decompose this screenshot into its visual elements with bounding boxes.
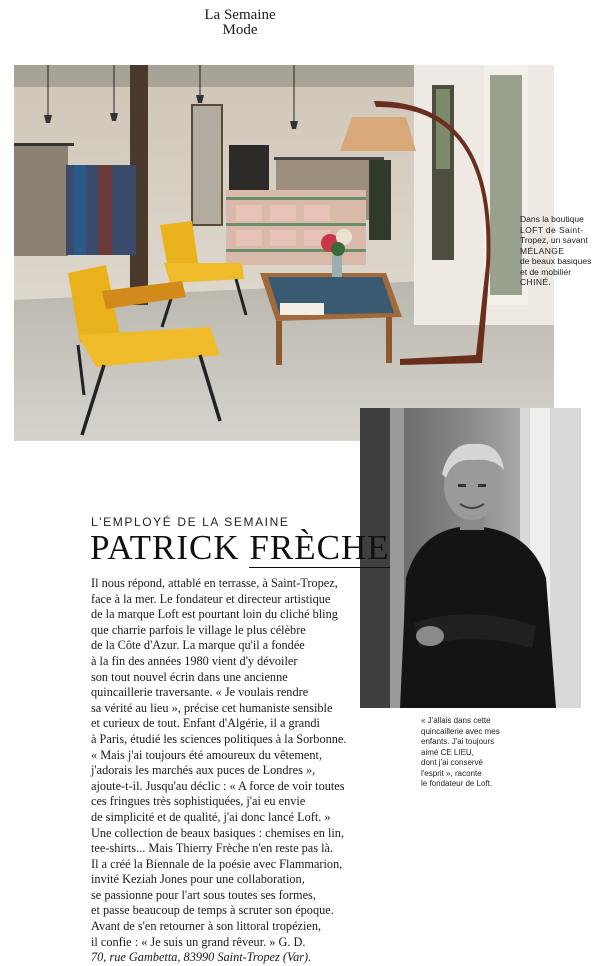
article-title [90, 528, 390, 568]
section-header-line1: La Semaine [204, 7, 276, 23]
article-line: Une collection de beaux basiques : chemises en lin, [91, 825, 345, 840]
article-line: ces fringues très sophistiquées, j'ai eu envie [91, 794, 306, 809]
boutique-interior-photo [14, 65, 554, 441]
article-body [91, 576, 381, 966]
caption-line: aimé CE LIEU, [421, 747, 474, 757]
title-first-name: PATRICK [90, 528, 250, 567]
article-line: invité Keziah Jones pour une collaboration, [91, 872, 305, 887]
caption-line: LOFT de Saint- [520, 224, 584, 235]
article-line: et passe beaucoup de temps à scruter son époque. [91, 903, 334, 918]
article-line: se passionne pour l'art sous toutes ses formes, [91, 887, 316, 902]
caption-line: MÉLANGE [520, 245, 565, 256]
portrait-photo [360, 408, 581, 708]
article-line: son tout nouvel écrin dans une ancienne [91, 669, 288, 684]
article-line: il confie : « Je suis un grand rêveur. » G. D. [91, 934, 306, 949]
section-kicker: L'EMPLOYÉ DE LA SEMAINE [91, 515, 290, 529]
article-line: et curieux de tout. Enfant d'Algérie, il a grandi [91, 716, 320, 731]
article-line: j'adorais les marchés aux puces de Londres », [91, 763, 316, 778]
article-line: Il a créé la Biennale de la poésie avec Flammarion, [91, 856, 343, 871]
caption-line: l'esprit », raconte [421, 768, 482, 778]
caption-line: dont j'ai conservé [421, 758, 484, 767]
article-line: que charrie parfois le village le plus célèbre [91, 622, 306, 637]
article-line: de la Côte d'Azur. La marque qu'il a fondée [91, 638, 305, 653]
article-line: Il nous répond, attablé en terrasse, à Saint-Tropez, [91, 576, 338, 590]
section-header [190, 8, 290, 38]
article-line: « Mais j'ai toujours été amoureux du vêtement, [91, 747, 323, 762]
article-line: Avant de s'en retourner à son littoral tropézien, [91, 919, 322, 934]
article-line: à Paris, étudié les sciences politiques à la Sorbonne. [91, 731, 347, 746]
boutique-caption [520, 214, 602, 288]
portrait-caption [421, 716, 531, 790]
article-line: de simplicité et de qualité, j'ai donc lancé Loft. » [91, 809, 331, 824]
article-line: de la marque Loft est pourtant loin du cliché bling [91, 607, 338, 622]
caption-line: le fondateur de Loft. [421, 779, 493, 788]
article-line: sa vérité au lieu », précise cet humaniste sensible [91, 700, 333, 715]
caption-line: Dans la boutique [520, 214, 584, 224]
article-line: ajoute-t-il. Jusqu'au déclic : « A force de voir toutes [91, 778, 345, 793]
article-line: face à la mer. Le fondateur et directeur artistique [91, 591, 331, 606]
article-line: à la fin des années 1980 vient d'y dévoiler [91, 653, 298, 668]
caption-line: CHINÉ. [520, 277, 552, 287]
caption-line: « J'allais dans cette [421, 716, 491, 725]
title-last-name: FRÈCHE [249, 528, 390, 567]
caption-line: quincaillerie avec mes [421, 726, 500, 736]
section-header-line2: Mode [222, 22, 258, 38]
article-line: quincaillerie traversante. « Je voulais rendre [91, 685, 309, 700]
caption-line: de beaux basiques [520, 256, 592, 266]
caption-line: enfants. J'ai toujours [421, 737, 495, 746]
article-line: tee-shirts... Mais Thierry Frèche n'en reste pas là. [91, 841, 334, 856]
caption-line: et de mobilier [520, 266, 572, 277]
caption-line: Tropez, un savant [520, 235, 588, 245]
shop-address: 70, rue Gambetta, 83990 Saint-Tropez (Var). [91, 950, 312, 965]
